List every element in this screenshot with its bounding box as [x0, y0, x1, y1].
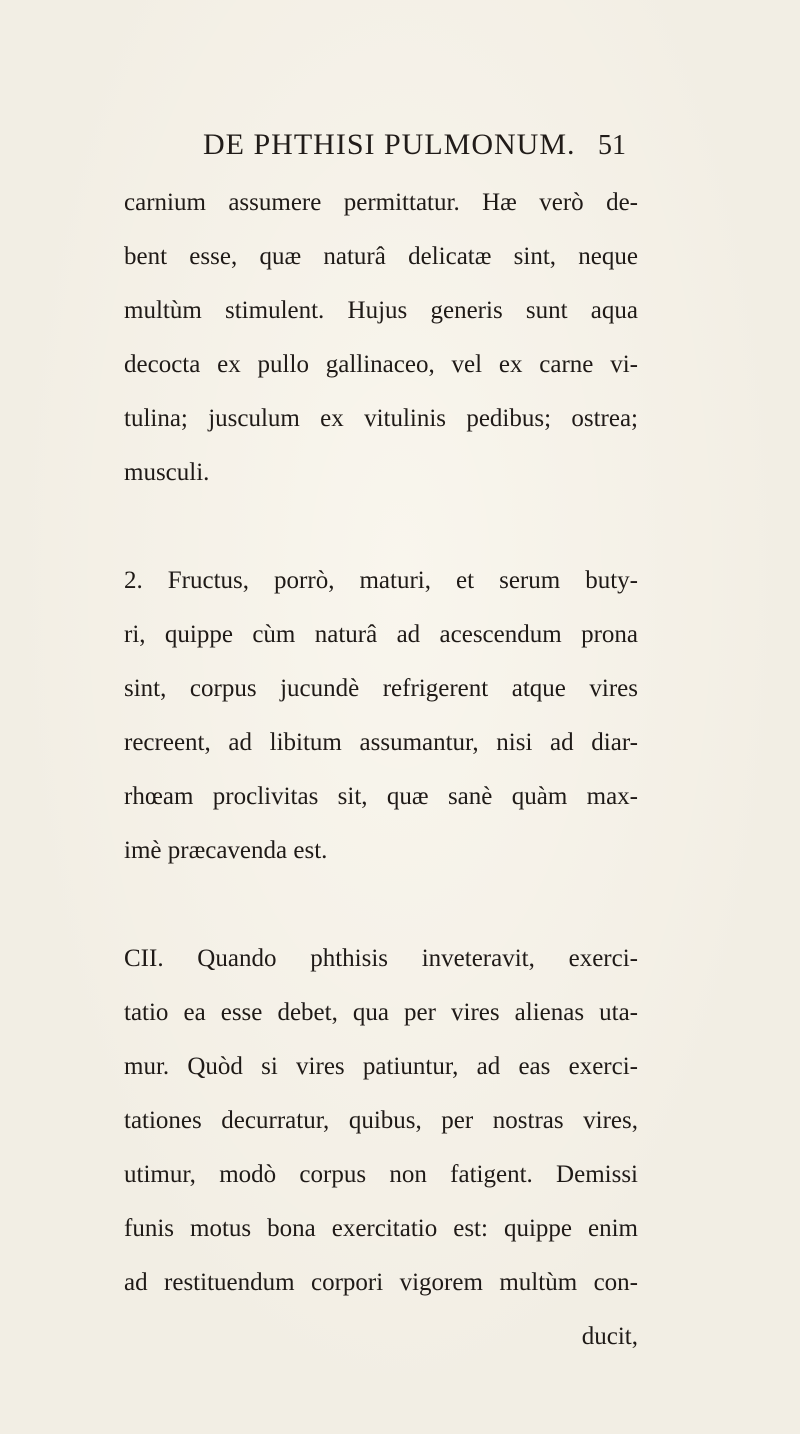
text-line: carnium assumere permittatur. Hæ verò de-: [124, 189, 638, 216]
text-line: 2. Fructus, porrò, maturi, et serum buty-: [124, 567, 638, 594]
text-line: bent esse, quæ naturâ delicatæ sint, neque: [124, 243, 638, 270]
text-line: decocta ex pullo gallinaceo, vel ex carne vi-: [124, 351, 638, 378]
catchword: ducit,: [581, 1323, 638, 1350]
text-line: tatio ea esse debet, qua per vires alienas uta-: [124, 999, 638, 1026]
paragraph-gap: [124, 500, 638, 554]
running-title: DE PHTHISI PULMONUM.: [203, 128, 576, 161]
text-line: tulina; jusculum ex vitulinis pedibus; ostrea;: [124, 405, 638, 432]
page-header: [0, 128, 800, 168]
text-line: rhœam proclivitas sit, quæ sanè quàm max-: [124, 783, 638, 810]
body-text: [124, 176, 638, 1364]
text-line: sint, corpus jucundè refrigerent atque vires: [124, 675, 638, 702]
text-line: recreent, ad libitum assumantur, nisi ad diar-: [124, 729, 638, 756]
text-line: musculi.: [124, 459, 210, 486]
paragraph-gap: [124, 878, 638, 932]
text-line: ri, quippe cùm naturâ ad acescendum prona: [124, 621, 638, 648]
paragraph-2: [124, 554, 638, 878]
text-line: imè præcavenda est.: [124, 837, 328, 864]
paragraph-3: [124, 932, 638, 1364]
text-line: funis motus bona exercitatio est: quippe enim: [124, 1215, 638, 1242]
text-line: tationes decurratur, quibus, per nostras vires,: [124, 1107, 638, 1134]
page-number: 51: [598, 130, 626, 161]
text-line: CII. Quando phthisis inveteravit, exerci-: [124, 945, 638, 972]
paragraph-1: [124, 176, 638, 500]
text-line: ad restituendum corpori vigorem multùm con-: [124, 1269, 638, 1296]
text-line: mur. Quòd si vires patiuntur, ad eas exerci-: [124, 1053, 638, 1080]
text-line: multùm stimulent. Hujus generis sunt aqua: [124, 297, 638, 324]
text-line: utimur, modò corpus non fatigent. Demissi: [124, 1161, 638, 1188]
